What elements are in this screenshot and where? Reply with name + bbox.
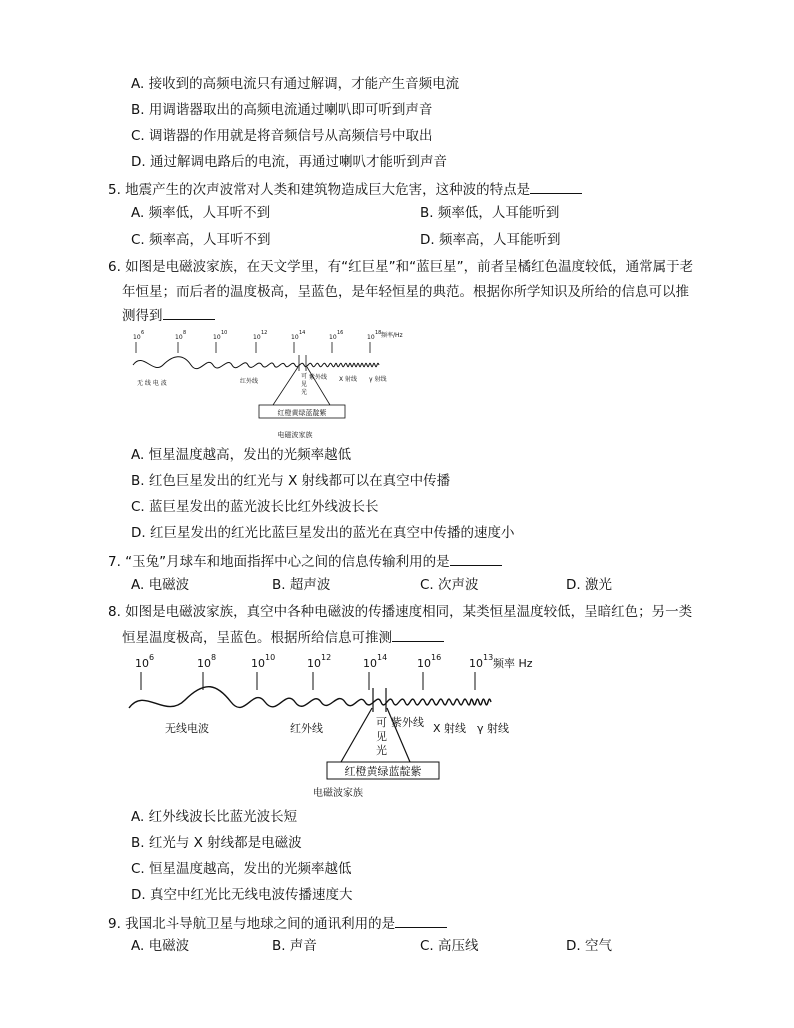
q8-option-a: A. 红外线波长比蓝光波长短	[131, 809, 298, 825]
freq-unit: 频率/Hz	[381, 332, 403, 339]
answer-blank[interactable]	[450, 552, 502, 566]
band-uv: 紫外线	[309, 374, 328, 381]
q7-option-a: A. 电磁波	[131, 577, 190, 593]
freq-exp: 8	[183, 330, 187, 336]
q7-option-d: D. 激光	[566, 577, 612, 593]
q4-option-a: A. 接收到的高频电流只有通过解调，才能产生音频电流	[131, 76, 460, 92]
freq-exp: 6	[149, 653, 155, 662]
band-radio: 无 线 电 波	[137, 380, 167, 387]
freq-exp: 13	[483, 653, 494, 662]
q6-option-c: C. 蓝巨星发出的蓝光波长比红外线波长长	[131, 499, 379, 515]
freq-label: 10	[253, 334, 261, 341]
visible-char: 光	[301, 389, 308, 396]
q7-option-c: C. 次声波	[420, 577, 479, 593]
q8-stem-line1: 8. 如图是电磁波家族，真空中各种电磁波的传播速度相同，某类恒星温度较低，呈暗红色；另一类	[108, 604, 693, 620]
tick-marks	[141, 672, 475, 690]
q6-stem-line2: 年恒星；而后者的温度极高，呈蓝色，是年轻恒星的典范。根据你所学知识及所给的信息可以推	[122, 284, 689, 300]
q9-stem: 9. 我国北斗导航卫星与地球之间的通讯利用的是	[108, 914, 447, 933]
freq-label: 10	[213, 334, 221, 341]
freq-exp: 16	[337, 330, 344, 336]
q7-option-b: B. 超声波	[272, 577, 331, 593]
q6-option-a: A. 恒星温度越高，发出的光频率越低	[131, 447, 352, 463]
answer-blank[interactable]	[395, 914, 447, 928]
q8-stem-line2: 恒星温度极高，呈蓝色。根据所给信息可推测	[122, 628, 444, 647]
q6-option-d: D. 红巨星发出的红光比蓝巨星发出的蓝光在真空中传播的速度小	[131, 525, 515, 541]
q5-option-a: A. 频率低，人耳听不到	[131, 205, 271, 221]
freq-label: 10	[417, 657, 431, 670]
em-spectrum-figure-large	[125, 650, 555, 800]
freq-exp: 14	[377, 653, 388, 662]
answer-blank[interactable]	[530, 180, 582, 194]
q9-option-c: C. 高压线	[420, 938, 479, 954]
band-ir: 红外线	[240, 378, 259, 385]
freq-label: 10	[291, 334, 299, 341]
freq-exp: 12	[261, 330, 268, 336]
em-spectrum-figure-small	[125, 325, 405, 445]
freq-label: 10	[469, 657, 483, 670]
freq-exp: 16	[431, 653, 442, 662]
q9-option-a: A. 电磁波	[131, 938, 190, 954]
answer-blank[interactable]	[163, 306, 215, 320]
q6-stem-line1: 6. 如图是电磁波家族，在天文学里，有“红巨星”和“蓝巨星”，前者呈橘红色温度较低，通常属于老	[108, 259, 694, 275]
visible-char: 光	[376, 744, 387, 757]
visible-char: 见	[376, 730, 387, 743]
freq-label: 10	[197, 657, 211, 670]
visible-colors: 红橙黄绿蓝靛紫	[277, 409, 327, 417]
q9-option-d: D. 空气	[566, 938, 612, 954]
q9-option-b: B. 声音	[272, 938, 317, 954]
freq-label: 10	[175, 334, 183, 341]
band-gamma: γ 射线	[369, 376, 387, 383]
q5-option-c: C. 频率高，人耳听不到	[131, 232, 271, 248]
q8-option-d: D. 真空中红光比无线电波传播速度大	[131, 887, 353, 903]
visible-char: 见	[301, 381, 308, 388]
freq-label: 10	[133, 334, 141, 341]
freq-label: 10	[329, 334, 337, 341]
q5-option-d: D. 频率高，人耳能听到	[420, 232, 561, 248]
freq-exp: 14	[299, 330, 306, 336]
freq-label: 10	[307, 657, 321, 670]
visible-char: 可	[376, 716, 387, 729]
wave-curve	[129, 687, 491, 708]
visible-colors: 红橙黄绿蓝靛紫	[344, 765, 422, 778]
freq-label: 10	[367, 334, 375, 341]
q5-option-b: B. 频率低，人耳能听到	[420, 205, 560, 221]
band-ir: 红外线	[290, 722, 323, 735]
figure-caption: 电磁波家族	[277, 431, 313, 439]
band-x: X 射线	[339, 376, 358, 383]
q4-option-c: C. 调谐器的作用就是将音频信号从高频信号中取出	[131, 128, 433, 144]
band-gamma: γ 射线	[477, 722, 510, 735]
visible-char: 可	[301, 373, 308, 380]
freq-exp: 10	[265, 653, 276, 662]
q6-stem-line3: 测得到	[122, 306, 215, 325]
answer-blank[interactable]	[392, 628, 444, 642]
freq-label: 10	[363, 657, 377, 670]
tick-marks	[136, 342, 370, 353]
q8-option-b: B. 红光与 X 射线都是电磁波	[131, 835, 302, 851]
band-radio: 无线电波	[165, 722, 209, 735]
freq-exp: 10	[221, 330, 228, 336]
freq-label: 10	[135, 657, 149, 670]
q8-option-c: C. 恒星温度越高，发出的光频率越低	[131, 861, 352, 877]
freq-exp: 8	[211, 653, 217, 662]
freq-exp: 12	[321, 653, 332, 662]
q4-option-d: D. 通过解调电路后的电流，再通过喇叭才能听到声音	[131, 154, 447, 170]
freq-label: 10	[251, 657, 265, 670]
q6-option-b: B. 红色巨星发出的红光与 X 射线都可以在真空中传播	[131, 473, 451, 489]
figure-caption: 电磁波家族	[313, 788, 363, 799]
q4-option-b: B. 用调谐器取出的高频电流通过喇叭即可听到声音	[131, 102, 433, 118]
band-uv: 紫外线	[391, 716, 424, 729]
band-x: X 射线	[433, 722, 467, 735]
q5-stem: 5. 地震产生的次声波常对人类和建筑物造成巨大危害，这种波的特点是	[108, 180, 582, 199]
freq-unit: 频率 Hz	[493, 657, 533, 670]
freq-exp: 6	[141, 330, 145, 336]
freq-exp: 18	[375, 330, 382, 336]
q7-stem: 7. “玉兔”月球车和地面指挥中心之间的信息传输利用的是	[108, 552, 502, 571]
wave-curve	[133, 357, 379, 369]
